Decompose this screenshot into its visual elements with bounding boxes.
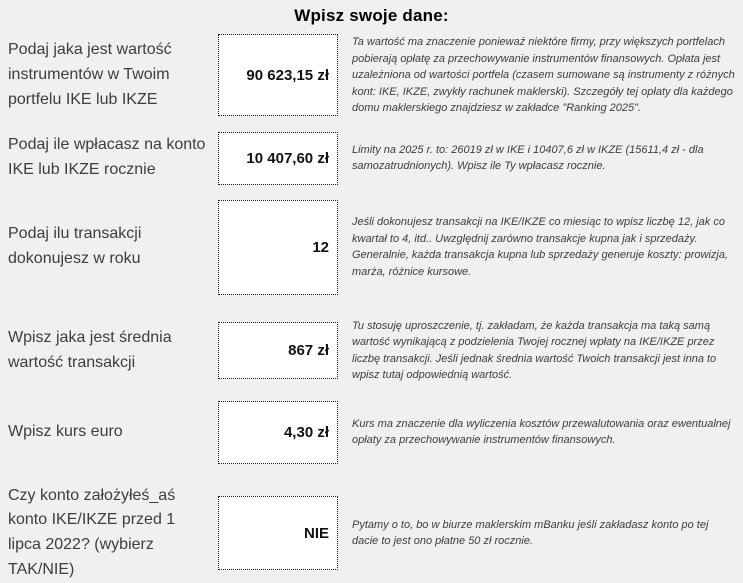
form-row-euro-rate: [0, 401, 743, 464]
input-value: 10 407,60 zł: [246, 149, 329, 167]
field-description: Jeśli dokonujesz transakcji na IKE/IKZE co miesiąc to wpisz liczbę 12, jak co kwartał to 4, itd.. Uwzględnij zarówno transakcje kupna jak i sprzedaży. Generalnie, każda transakcja kupna lub sprzedaży generuje koszty: prowizja, marża, różnice kursowe.: [352, 216, 729, 278]
field-description: Ta wartość ma znaczenie ponieważ niektóre firmy, przy większych portfelach pobierają opłatę za przechowywanie instrumentów finansowych. Opłata jest uzależniona od wartości portfela (czasem sumowane są instrumenty z różnych kont: IKE, IKZE, zwykły rachunek maklerski). Szczegóły tej opłaty dla każdego domu maklerskiego znajdziesz w zakładce "Ranking 2025".: [352, 36, 735, 114]
field-label: Podaj ilu transakcji dokonujesz w roku: [8, 225, 142, 267]
input-value: 4,30 zł: [283, 423, 329, 441]
field-label: Podaj ile wpłacasz na konto IKE lub IKZE rocznie: [8, 136, 206, 178]
field-description: Limity na 2025 r. to: 26019 zł w IKE i 10407,6 zł w IKZE (15611,4 zł - dla samozatrudnionych). Wpisz ile Ty wpłacasz rocznie.: [352, 143, 704, 172]
input-value: 90 623,15 zł: [246, 66, 329, 84]
input-value: 12: [312, 238, 329, 256]
input-value: NIE: [303, 524, 329, 542]
page-title: Wpisz swoje dane:: [294, 6, 449, 25]
euro-rate-input[interactable]: [218, 401, 338, 464]
field-label: Podaj jaka jest wartość instrumentów w Twoim portfelu IKE lub IKZE: [8, 41, 172, 108]
field-label: Wpisz kurs euro: [8, 422, 123, 440]
portfolio-value-input[interactable]: [218, 34, 338, 116]
form-row-portfolio-value: [0, 34, 743, 117]
form-row-annual-deposit: [0, 132, 743, 185]
field-label: Wpisz jaka jest średnia wartość transakcji: [8, 328, 172, 371]
input-value: 867 zł: [288, 342, 329, 359]
form-row-avg-transaction: [0, 318, 743, 384]
form-row-account-before-2022: [0, 484, 743, 583]
form-row-transactions-count: [0, 200, 743, 295]
field-description: Kurs ma znaczenie dla wyliczenia kosztów przewalutowania oraz ewentualnej opłaty za przechowywanie instrumentów finansowych.: [352, 417, 731, 446]
field-description: Pytamy o to, bo w biurze maklerskim mBanku jeśli zakładasz konto po tej dacie to jest ono płatne 50 zł rocznie.: [352, 518, 709, 548]
account-before-2022-input[interactable]: [218, 496, 338, 570]
field-description: Tu stosuję uproszczenie, tj. zakładam, że każda transakcja ma taką samą wartość wynikającą z podzielenia Twojej rocznej wpłaty na IKE/IKZE przez liczbę transakcji. Jeśli jednak średnia wartość Twoich transakcji jest inna to wpisz tutaj odpowiednią wartość.: [352, 319, 717, 381]
avg-transaction-input[interactable]: [218, 322, 338, 379]
field-label: Czy konto założyłeś_aś konto IKE/IKZE przed 1 lipca 2022? (wybierz TAK/NIE): [8, 486, 176, 578]
annual-deposit-input[interactable]: [218, 132, 338, 185]
transactions-count-input[interactable]: [218, 200, 338, 295]
